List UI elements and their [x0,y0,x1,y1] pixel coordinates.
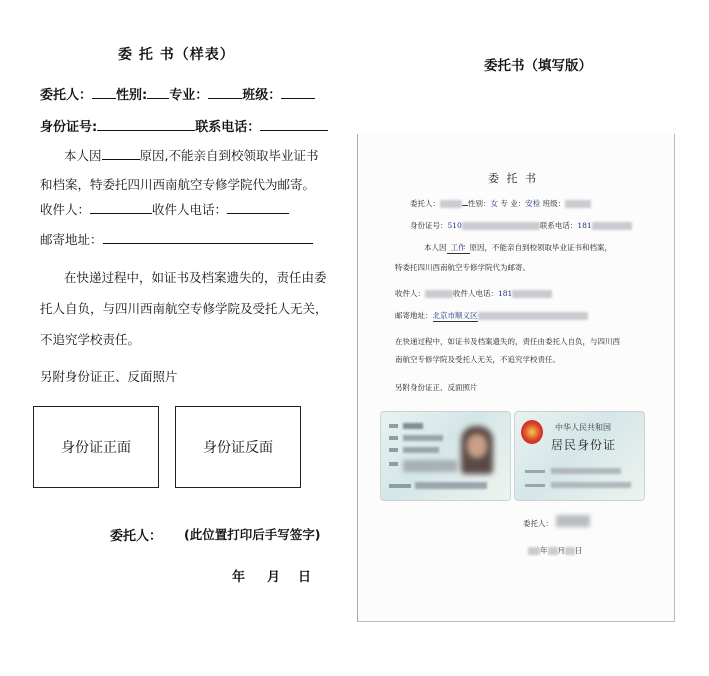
scan-label-address: 邮寄地址： [395,311,433,320]
label-id-number: 身份证号: [40,120,98,135]
scan-liability-line1: 在快递过程中，如证书及档案遗失的，责任由委托人自负，与四川西 [395,337,620,346]
scan-phone-prefix: 181 [577,221,592,230]
label-delegator: 委托人： [40,88,93,103]
scan-label-id: 身份证号： [410,221,448,230]
date-month: 月 [267,570,281,585]
scan-id-prefix: 510 [447,221,462,230]
template-sign-note: (此位置打印后手写签字) [184,527,321,542]
scan-attach-note: 另附身份证正、反面照片 [395,383,478,392]
scan-label-phone: 联系电话： [539,221,578,230]
scan-reason-line2: 特委托四川西南航空专修学院代为邮寄。 [395,263,530,272]
scan-row-contact [410,220,632,231]
card-back-line1: 中华人民共和国 [555,423,611,432]
template-row-contact [40,116,328,135]
handwritten-signature [556,515,590,527]
id-back-box: 身份证反面 [175,406,301,488]
scan-label-delegator: 委托人： [410,199,440,208]
scan-reason-value: 工作 [447,242,470,254]
label-major: 专业： [169,88,209,103]
national-emblem-icon [521,420,543,444]
template-date [232,566,311,585]
scan-row-person [410,198,591,209]
label-recipient: 收件人： [40,202,91,217]
reason-prefix: 本人因 [64,148,102,163]
id-card-back-photo [514,411,645,501]
label-phone: 联系电话： [195,120,261,135]
scan-label-recipient-phone: 收件人电话： [453,289,498,298]
scan-date-year: 年 [540,546,548,555]
scan-reason-text: 原因，不能亲自到校领取毕业证书和档案， [469,243,612,252]
id-front-box: 身份证正面 [33,406,159,488]
scan-date-month: 月 [557,546,565,555]
template-attach-note: 另附身份证正、反面照片 [40,369,178,384]
scan-gender-value: 女 [490,199,498,208]
filled-heading: 委托书（填写版） [484,58,592,74]
scan-signer-label: 委托人： [523,519,553,528]
card-back-line2: 居民身份证 [551,438,617,452]
template-row-person [40,84,315,103]
scan-label-major: 专 业： [500,199,526,208]
date-day: 日 [298,570,312,585]
label-gender: 性别: [116,88,148,103]
template-row-recipient [40,200,289,218]
scan-label-gender: 性别： [468,199,491,208]
scan-title: 委 托 书 [488,172,538,185]
template-liability-paragraph: 在快递过程中，如证书及档案遗失的，责任由委托人自负，与四川西南航空专修学院及受托人无关，不追究学校责任。 [40,270,328,347]
scan-reason-prefix: 本人因 [424,243,447,252]
id-card-front-photo [380,411,511,501]
scan-address-value: 北京市顺义区 [432,311,478,320]
date-year: 年 [232,570,246,585]
template-signer-label: 委托人： [110,529,163,544]
scan-major-value: 安检 [525,199,541,208]
scan-row-recipient [395,288,552,299]
scan-label-class: 班级： [542,199,566,208]
template-row-address [40,230,313,248]
scan-row-address [395,310,588,322]
scan-reason-line1 [410,242,612,254]
label-recipient-phone: 收件人电话： [152,202,228,217]
template-title: 委 托 书（样表） [118,47,235,63]
filled-scan [357,134,675,622]
scan-date [528,545,583,556]
reason-text: 原因,不能亲自到校领取毕业证书和档案，特委托四川西南航空专修学院代为邮寄。 [40,148,319,192]
scan-label-recipient: 收件人： [395,289,425,298]
scan-recipient-phone-prefix: 181 [498,289,513,298]
scan-liability-line2: 南航空专修学院及受托人无关，不追究学校责任。 [395,355,560,364]
label-class: 班级： [242,88,282,103]
scan-date-day: 日 [575,546,583,555]
template-reason-paragraph [40,141,330,199]
label-address: 邮寄地址： [40,232,103,247]
